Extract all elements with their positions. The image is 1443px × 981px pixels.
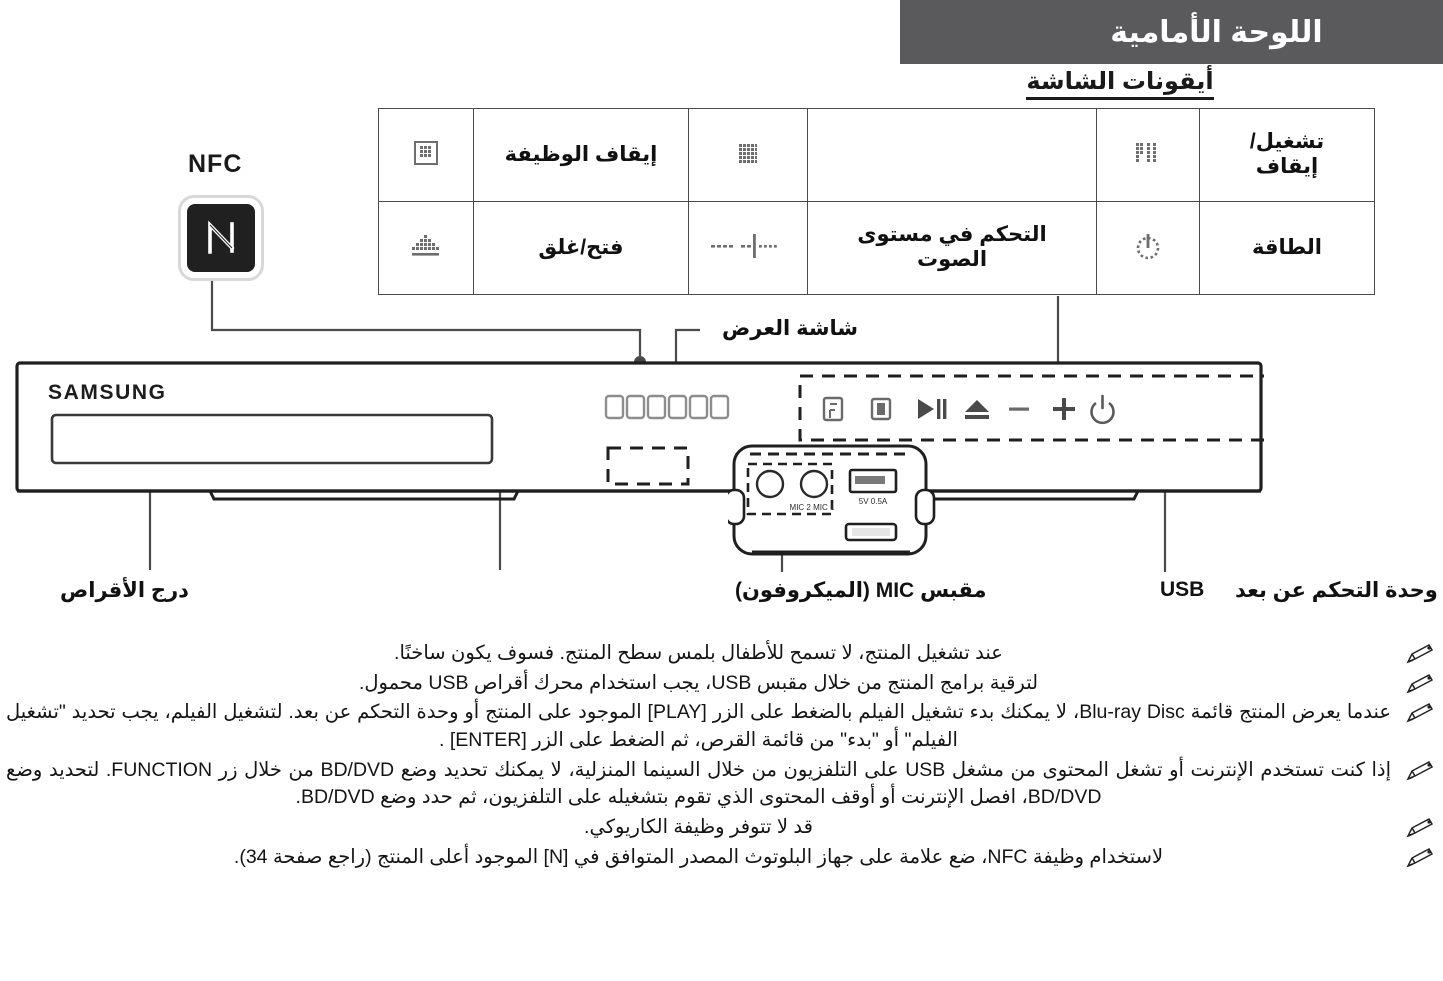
volume-level-dot-matrix-icon: [707, 229, 789, 263]
mic-port-label: MIC 2 MIC 1: [789, 503, 835, 512]
note-text: إذا كنت تستخدم الإنترنت أو تشغل المحتوى من مشغل USB على التلفزيون من خلال السينما المنزلية، لا يمكنك تحديد وضع BD/DVD من خلال زر FUNCTION. لتحديد وضع BD/DVD، افصل الإنترنت أو أوقف المحتوى الذي تقوم بتشغيله على التلفزيون، ثم حدد وضع BD/DVD.: [6, 758, 1391, 809]
brand-logo: [48, 381, 167, 405]
cell-play-pause-icon: [1097, 109, 1200, 202]
pencil-note-icon: [1405, 846, 1435, 870]
label-play-pause-line1: تشغيل/: [1249, 130, 1325, 154]
pencil-note-icon: [1405, 701, 1435, 725]
cell-power-label: [1200, 202, 1375, 295]
function-button-icon: [824, 398, 842, 420]
pencil-note-icon: [1405, 672, 1435, 696]
callout-remote-sensor: وحدة التحكم عن بعد: [1235, 579, 1438, 602]
note-item: [0, 757, 1443, 812]
nfc-label: NFC: [188, 150, 243, 178]
note-item: [0, 640, 1443, 668]
nfc-n-mark-icon: [187, 204, 255, 272]
label-function-stop: إيقاف الوظيفة: [504, 142, 658, 166]
cell-play-pause-label: [1200, 109, 1375, 202]
note-text: عندما يعرض المنتج قائمة Blu-ray Disc، لا يمكنك بدء تشغيل الفيلم بالضغط على الزر [PLAY] الموجود على المنتج أو وحدة التحكم عن بعد. لتشغيل الفيلم، يجب تحديد "تشغيل الفيلم" أو "بدء" من قائمة القرص، ثم الضغط على الزر [ENTER] .: [6, 701, 1391, 752]
power-button-icon: [1092, 396, 1114, 423]
cell-disc-grid-icon: [689, 109, 808, 202]
brand-label: SAMSUNG: [48, 381, 167, 404]
note-item: [0, 814, 1443, 842]
note-item: [0, 844, 1443, 872]
cell-function-stop-label: [474, 109, 689, 202]
section-heading: أيقونات الشاشة: [1026, 67, 1213, 100]
label-play-pause-line2: إيقاف: [1255, 155, 1319, 178]
cell-open-close-icon: [379, 202, 474, 295]
callout-disc-tray: درج الأقراص: [60, 579, 189, 602]
nfc-badge: [178, 195, 264, 281]
cell-open-close-label: [474, 202, 689, 295]
cell-blank-label: [808, 109, 1097, 202]
note-item: [0, 699, 1443, 754]
table-row: [379, 202, 1375, 295]
notes-list: [0, 640, 1443, 981]
volume-up-button-icon: [1053, 398, 1075, 420]
label-power: الطاقة: [1252, 235, 1322, 259]
page-header-bar: [900, 0, 1443, 64]
usb-rating-label: 5V 0.5A: [858, 497, 888, 506]
play-pause-dot-matrix-icon: [1131, 136, 1165, 170]
eject-button-icon: [965, 400, 989, 419]
cell-function-stop-icon: [379, 109, 474, 202]
label-open-close: فتح/غلق: [538, 235, 624, 259]
note-text: لترقية برامج المنتج من خلال مقبس USB، يجب استخدام محرك أقراص USB محمول.: [358, 671, 1039, 694]
display-icons-table: [378, 108, 1375, 295]
label-volume-line1: التحكم في مستوى: [857, 223, 1047, 247]
front-panel-buttons: [800, 390, 1130, 430]
cell-volume-icon: [689, 202, 808, 295]
pencil-note-icon: [1405, 816, 1435, 840]
callout-display-screen: شاشة العرض: [722, 317, 859, 340]
pencil-note-icon: [1405, 759, 1435, 783]
pencil-note-icon: [1405, 642, 1435, 666]
page-title: اللوحة الأمامية: [1110, 15, 1323, 49]
callout-usb: USB: [1160, 578, 1205, 601]
play-pause-button-icon: [918, 399, 946, 419]
note-text: عند تشغيل المنتج، لا تسمح للأطفال بلمس سطح المنتج. فسوف يكون ساخنًا.: [394, 642, 1003, 664]
label-volume-line2: الصوت: [916, 248, 988, 271]
volume-down-button-icon: [1009, 408, 1029, 411]
cell-volume-label: [808, 202, 1097, 295]
disc-grid-dot-matrix-icon: [731, 136, 765, 170]
callout-mic-jack: مقبس MIC (الميكروفون): [735, 579, 987, 602]
stop-button-icon: [872, 399, 890, 419]
function-stop-dot-matrix-icon: [410, 137, 442, 169]
nfc-callout-group: [150, 150, 340, 350]
note-text: لاستخدام وظيفة NFC، ضع علامة على جهاز البلوتوث المصدر المتوافق في [N] الموجود أعلى المنتج (راجع صفحة 34).: [233, 845, 1164, 868]
open-close-tray-dot-matrix-icon: [406, 231, 446, 261]
connector-panel: [728, 438, 938, 563]
note-item: [0, 670, 1443, 698]
table-row: [379, 109, 1375, 202]
cell-power-icon: [1097, 202, 1200, 295]
note-text: قد لا تتوفر وظيفة الكاريوكي.: [584, 816, 813, 839]
power-dot-matrix-icon: [1129, 227, 1167, 265]
section-heading-wrap: [900, 66, 1340, 100]
